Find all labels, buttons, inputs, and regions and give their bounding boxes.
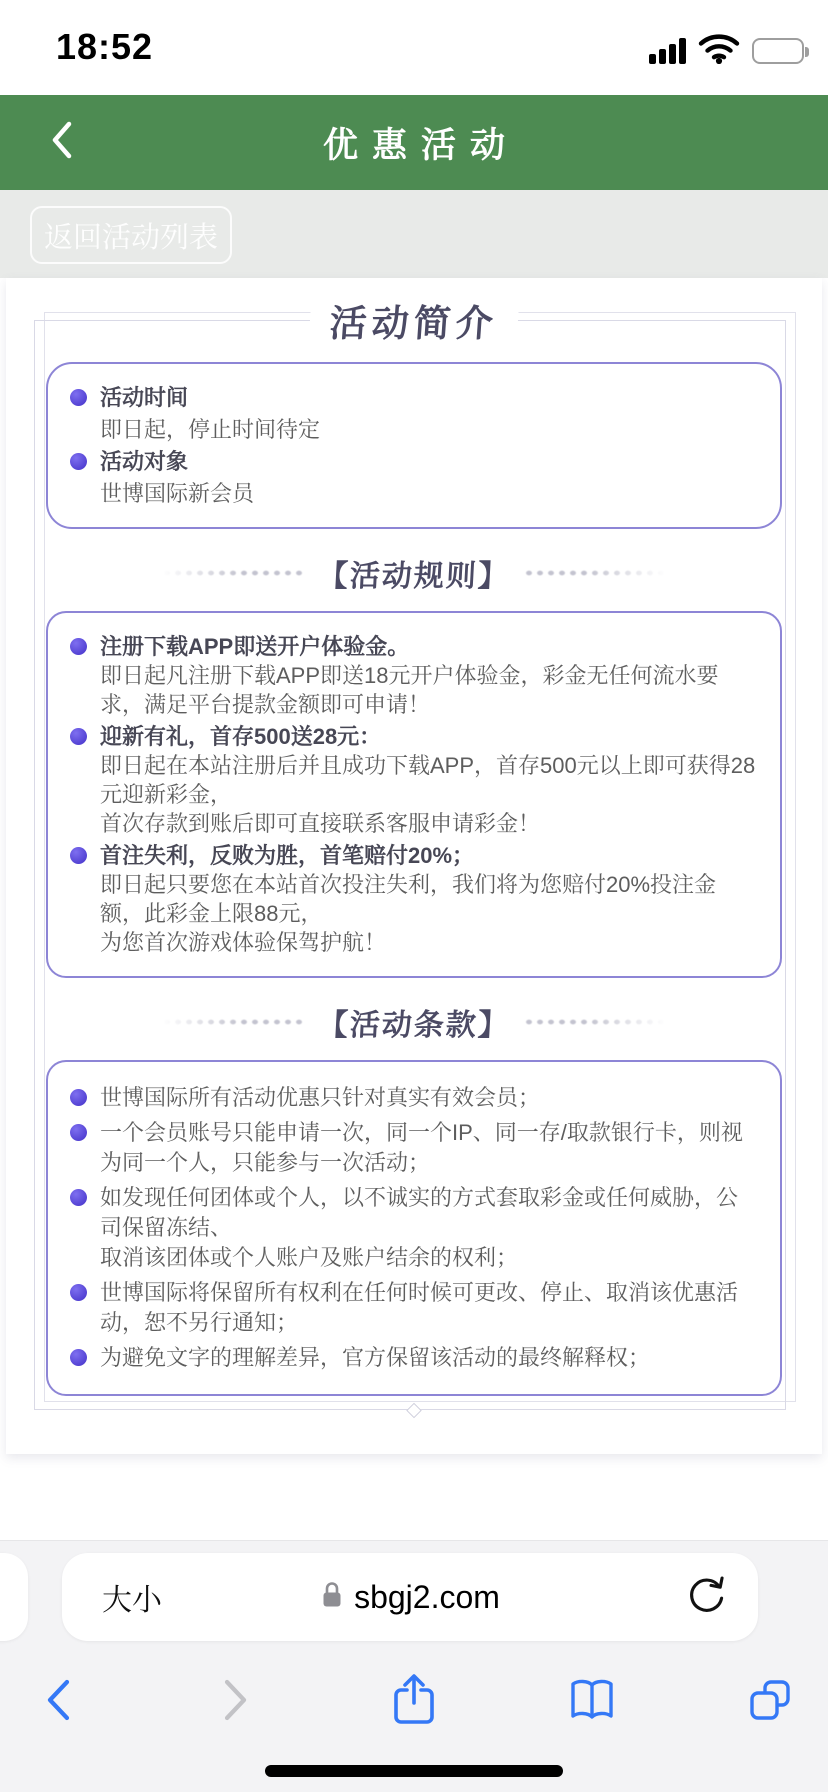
rule-line: 为您首次游戏体验保驾护航！ [100, 930, 387, 955]
rule-line: 即日起只要您在本站首次投注失利，我们将为您赔付20%投注金额，此彩金上限88元， [100, 872, 717, 926]
chevron-left-icon [46, 118, 76, 167]
share-icon [391, 1672, 437, 1733]
tabs-button[interactable] [742, 1669, 798, 1735]
text-size-button[interactable]: 大小 [102, 1584, 162, 1617]
rule-line: 即日起在本站注册后并且成功下载APP，首存500元以上即可获得28元迎新彩金， [100, 753, 756, 807]
activity-rules-box [46, 611, 782, 978]
terms-section-heading [46, 1000, 782, 1044]
rule-title: 注册下载APP即送开户体验金。 [100, 634, 410, 659]
cellular-signal-icon [649, 38, 686, 64]
bullet-icon [70, 453, 87, 470]
bullet-icon [70, 389, 87, 406]
book-icon [566, 1676, 618, 1729]
app-header [0, 95, 828, 190]
list-item [70, 1183, 758, 1273]
status-bar [0, 0, 828, 95]
info-value: 即日起，停止时间待定 [100, 417, 321, 442]
url-display [320, 1579, 500, 1616]
chevron-right-icon [219, 1676, 253, 1729]
list-item [70, 1278, 758, 1338]
share-button[interactable] [386, 1669, 442, 1735]
bullet-icon [70, 1284, 87, 1301]
browser-back-button[interactable] [30, 1669, 86, 1735]
browser-toolbar [0, 1669, 828, 1735]
activity-terms-box [46, 1060, 782, 1396]
term-line: 为避免文字的理解差异，官方保留该活动的最终解释权； [100, 1345, 651, 1370]
section-title: 【活动规则】 [316, 560, 511, 593]
card-title: 活动简介 [308, 293, 520, 347]
rule-line: 首次存款到账后即可直接联系客服申请彩金！ [100, 811, 541, 836]
info-label: 活动时间 [100, 385, 189, 410]
chevron-left-icon [41, 1676, 75, 1729]
section-title: 【活动条款】 [316, 1009, 511, 1042]
list-item [70, 722, 758, 838]
bookmarks-button[interactable] [564, 1669, 620, 1735]
term-line: 如发现任何团体或个人，以不诚实的方式套取彩金或任何威胁，公司保留冻结、 [100, 1185, 739, 1240]
list-item [70, 1083, 758, 1113]
page-title: 优惠活动 [322, 125, 519, 165]
browser-forward-button[interactable] [208, 1669, 264, 1735]
term-line: 世博国际所有活动优惠只针对真实有效会员； [100, 1085, 541, 1110]
status-time: 18:52 [56, 26, 154, 67]
chain-ornament-right [524, 568, 666, 578]
bullet-icon [70, 1089, 87, 1106]
chain-ornament-left [162, 1017, 304, 1027]
bullet-icon [70, 1349, 87, 1366]
activity-info-box [46, 362, 782, 529]
bullet-icon [70, 1124, 87, 1141]
lock-icon [320, 1580, 344, 1615]
address-bar[interactable] [62, 1553, 758, 1641]
subnav-strip [0, 190, 828, 278]
term-line: 取消该团体或个人账户及账户结余的权利； [100, 1245, 519, 1270]
back-button[interactable] [26, 95, 96, 190]
rule-title: 迎新有礼，首存500送28元： [100, 724, 382, 749]
rules-section-heading [46, 551, 782, 595]
list-item [100, 415, 758, 444]
list-item [70, 1343, 758, 1373]
home-indicator[interactable] [265, 1765, 563, 1777]
url-text: sbgj2.com [354, 1578, 500, 1615]
bullet-icon [70, 728, 87, 745]
rule-title: 首注失利，反败为胜，首笔赔付20%； [100, 843, 475, 868]
safari-bottom-bar [0, 1540, 828, 1792]
term-line: 世博国际将保留所有权利在任何时候可更改、停止、取消该优惠活动，恕不另行通知； [100, 1280, 739, 1335]
promo-card [6, 278, 822, 1454]
list-item [70, 632, 758, 719]
list-item [70, 841, 758, 957]
bullet-icon [70, 638, 87, 655]
battery-icon [752, 38, 804, 64]
frame-diamond-ornament [406, 1403, 422, 1419]
bullet-icon [70, 1189, 87, 1206]
wifi-icon [698, 32, 740, 69]
adjacent-tab-stub[interactable] [0, 1553, 28, 1641]
list-item [70, 383, 758, 412]
reload-icon [684, 1573, 728, 1622]
chain-ornament-left [162, 568, 304, 578]
tabs-icon [745, 1675, 795, 1730]
reload-button[interactable] [684, 1553, 728, 1641]
term-line: 一个会员账号只能申请一次，同一个IP、同一存/取款银行卡，则视为同一个人，只能参与一次活动； [100, 1120, 743, 1175]
list-item [70, 447, 758, 476]
info-label: 活动对象 [100, 449, 189, 474]
bullet-icon [70, 847, 87, 864]
list-item [100, 479, 758, 508]
back-to-activity-list-button[interactable]: 返回活动列表 [30, 206, 232, 264]
card-title-wrap [6, 293, 822, 347]
chain-ornament-right [524, 1017, 666, 1027]
status-icons [649, 32, 804, 69]
info-value: 世博国际新会员 [100, 481, 255, 506]
rule-line: 即日起凡注册下载APP即送18元开户体验金，彩金无任何流水要求，满足平台提款金额即可申请！ [100, 663, 719, 717]
list-item [70, 1118, 758, 1178]
